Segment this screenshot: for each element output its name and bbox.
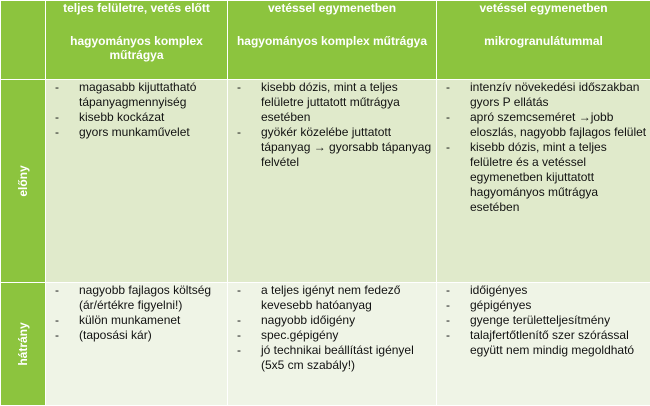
bullet-dash: - xyxy=(55,313,59,328)
bullet-dash: - xyxy=(55,110,59,125)
list-item xyxy=(437,313,650,328)
list-item xyxy=(228,283,436,313)
cons-col-1-list xyxy=(46,283,227,343)
list-item xyxy=(437,298,650,313)
bullet-dash: - xyxy=(237,328,241,343)
list-item-text: nagyobb fajlagos költség (ár/értékre figyelni!) xyxy=(79,283,211,312)
list-item xyxy=(46,125,227,140)
pros-label: előny xyxy=(16,165,30,196)
header-col-2 xyxy=(228,1,437,80)
header-col-2-line2: hagyományos komplex műtrágya xyxy=(228,34,436,48)
cons-col-3-list xyxy=(437,283,650,358)
cons-label: hátrány xyxy=(16,322,30,365)
pros-row xyxy=(1,80,650,283)
list-item xyxy=(228,328,436,343)
bullet-dash: - xyxy=(446,283,450,298)
bullet-dash: - xyxy=(237,125,241,140)
pros-label-cell xyxy=(1,80,46,283)
header-col-3-line1: vetéssel egymenetben xyxy=(437,1,650,15)
list-item xyxy=(228,313,436,328)
bullet-dash: - xyxy=(446,313,450,328)
cons-col-2 xyxy=(228,283,437,406)
list-item-text: (taposási kár) xyxy=(79,328,152,342)
list-item xyxy=(46,313,227,328)
header-col-3-line2: mikrogranulátummal xyxy=(437,34,650,48)
list-item xyxy=(228,125,436,170)
pros-col-2-list xyxy=(228,80,436,170)
list-item-text: kisebb kockázat xyxy=(79,110,164,124)
list-item-text: gyökér közelébe juttatott tápanyag → gyorsabb tápanyag felvétel xyxy=(261,125,431,169)
header-col-1-line1: teljes felületre, vetés előtt xyxy=(46,1,227,15)
list-item xyxy=(46,283,227,313)
list-item-text: apró szemcseméret →jobb eloszlás, nagyobb fajlagos felület xyxy=(470,110,646,139)
bullet-dash: - xyxy=(55,283,59,298)
header-col-1-line2: hagyományos komplex műtrágya xyxy=(46,34,227,62)
cons-col-3 xyxy=(437,283,650,406)
list-item-text: gyenge területteljesítmény xyxy=(470,313,610,327)
bullet-dash: - xyxy=(446,110,450,125)
list-item-text: intenzív növekedési időszakban gyors P ellátás xyxy=(470,80,639,109)
list-item-text: magasabb kijuttatható tápanyagmennyiség xyxy=(79,80,196,109)
bullet-dash: - xyxy=(237,283,241,298)
pros-col-3-list xyxy=(437,80,650,215)
list-item-text: nagyobb időigény xyxy=(261,313,355,327)
list-item xyxy=(437,140,650,215)
bullet-dash: - xyxy=(55,80,59,95)
corner-cell xyxy=(1,1,46,80)
pros-col-2 xyxy=(228,80,437,283)
list-item-text: időigényes xyxy=(470,283,527,297)
list-item xyxy=(437,110,650,140)
bullet-dash: - xyxy=(446,328,450,343)
list-item-text: a teljes igényt nem fedező kevesebb hatóanyag xyxy=(261,283,400,312)
list-item xyxy=(437,328,650,358)
header-col-1 xyxy=(46,1,228,80)
list-item-text: gyors munkaművelet xyxy=(79,125,190,139)
list-item xyxy=(228,343,436,373)
bullet-dash: - xyxy=(446,80,450,95)
cons-row xyxy=(1,283,650,406)
bullet-dash: - xyxy=(237,343,241,358)
list-item-text: jó technikai beállítást igényel (5x5 cm szabály!) xyxy=(261,343,414,372)
list-item xyxy=(437,80,650,110)
header-col-2-line1: vetéssel egymenetben xyxy=(228,1,436,15)
bullet-dash: - xyxy=(446,298,450,313)
bullet-dash: - xyxy=(55,328,59,343)
list-item-text: kisebb dózis, mint a teljes felületre juttatott műtrágya esetében xyxy=(261,80,400,124)
list-item xyxy=(437,283,650,298)
list-item xyxy=(46,110,227,125)
cons-col-1 xyxy=(46,283,228,406)
list-item xyxy=(46,328,227,343)
list-item xyxy=(46,80,227,110)
list-item xyxy=(228,80,436,125)
list-item-text: talajfertőtlenítő szer szórással együtt nem mindig megoldható xyxy=(470,328,634,357)
pros-col-1-list xyxy=(46,80,227,140)
bullet-dash: - xyxy=(55,125,59,140)
list-item-text: gépigényes xyxy=(470,298,531,312)
list-item-text: spec.gépigény xyxy=(261,328,338,342)
bullet-dash: - xyxy=(237,80,241,95)
bullet-dash: - xyxy=(446,140,450,155)
bullet-dash: - xyxy=(237,313,241,328)
pros-col-1 xyxy=(46,80,228,283)
list-item-text: kisebb dózis, mint a teljes felületre és a vetéssel egymenetben kijuttatott hagyományos műtrágya esetében xyxy=(470,140,607,214)
cons-col-2-list xyxy=(228,283,436,373)
list-item-text: külön munkamenet xyxy=(79,313,180,327)
cons-label-cell xyxy=(1,283,46,406)
pros-col-3 xyxy=(437,80,650,283)
header-col-3 xyxy=(437,1,650,80)
header-row xyxy=(1,1,650,80)
